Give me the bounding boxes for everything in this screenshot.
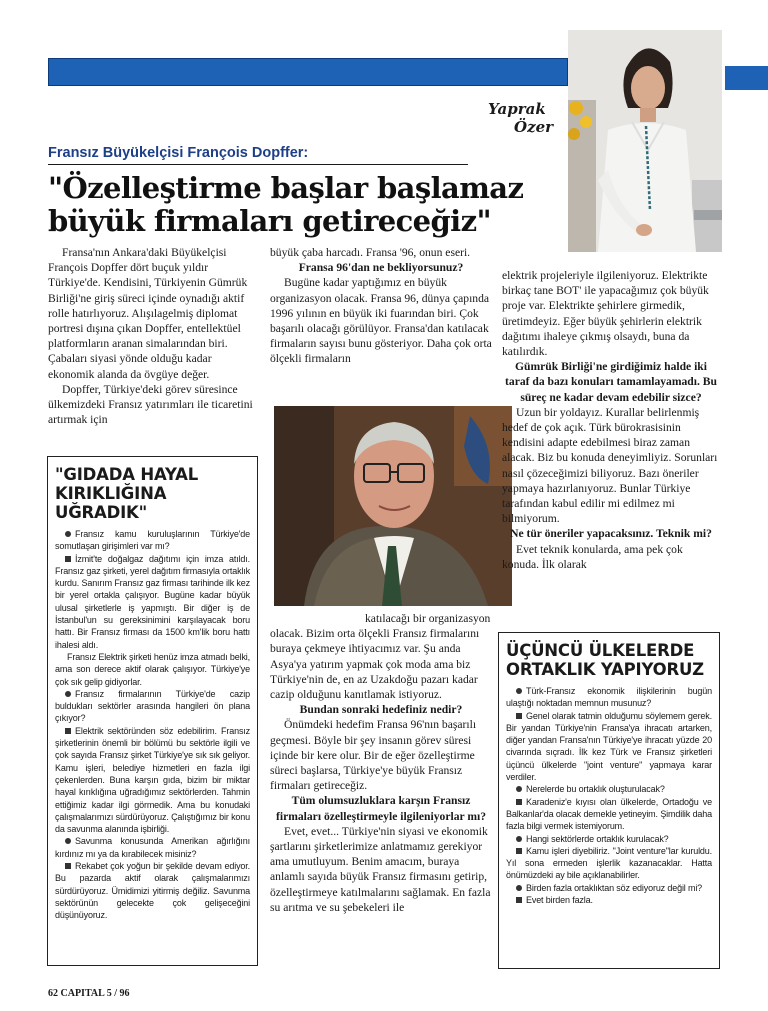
interview-question: Fransa 96'dan ne bekliyorsunuz?: [298, 261, 464, 275]
article-column-2-bottom: [270, 611, 492, 915]
box-answer: Rekabet çok yoğun bir şekilde devam ediyor. Bu pazarda aktif olarak çalışmalarımızı sürdürüyoruz. Ümidimizi yitirmiş değiliz. Savunma sektörünün gelecekte çok gelişeceğini düşünüyoruz.: [55, 861, 250, 921]
header-color-bar-right: [725, 66, 768, 90]
intro-paragraph: Fransa'nın Ankara'daki Büyükelçisi François Dopffer dört buçuk yıldır Türkiye'de. Kendisini, Türkiyenin Gümrük Birliği'ne giriş süreci içinde oynadığı aktif rolle hatırlıyoruz. Alışılagelmiş diplomat portresi dışına çıkan Dopffer, entellektüel platformların aranan simalarından biri. Çabaları siyasi yönde olduğu kadar ekonomik alanda da övgüye değer.: [48, 246, 248, 381]
bullet-square-icon: [516, 799, 522, 805]
bullet-dot-icon: [65, 531, 71, 537]
sidebar-box-title: [55, 465, 250, 522]
bullet-square-icon: [516, 713, 522, 719]
sidebar-box-title-line-1: ÜÇÜNCÜ ÜLKELERDE: [506, 641, 695, 660]
box-question: Nerelerde bu ortaklık oluşturulacak?: [506, 783, 712, 795]
ambassador-photo-illustration: [274, 406, 512, 606]
interview-question: Tüm olumsuzluklara karşın Fransız firmaları özelleştirmeyle ilgileniyorlar mı?: [275, 794, 486, 823]
interview-question: Bundan sonraki hedefiniz nedir?: [299, 703, 463, 717]
box-question: Fransız firmalarının Türkiye'de cazip buldukları sektörler arasında hangileri ön plana çıkıyor?: [55, 688, 250, 724]
bullet-dot-icon: [516, 836, 522, 842]
interview-question: Ne tür öneriler yapacaksınız. Teknik mi?: [510, 527, 712, 541]
article-paragraph: Evet, evet... Türkiye'nin siyasi ve ekonomik şartlarını şirketlerimize anlatmamız gerekiyor ama umutluyum. Benim amacım, buraya anlamlı sayıda büyük Fransız firmasını getirip, özelleştirmeye katılmalarını sağlamak. En fazla su arıtma ve su şebekeleri ile: [270, 824, 491, 914]
byline: [488, 100, 568, 136]
bullet-square-icon: [65, 863, 71, 869]
sidebar-box-title: [506, 641, 712, 679]
article-paragraph: büyük çaba harcadı. Fransa '96, onun eseri.: [270, 246, 471, 259]
bullet-square-icon: [65, 556, 71, 562]
kicker: Fransız Büyükelçisi François Dopffer:: [48, 145, 309, 161]
article-paragraph: Önümdeki hedefim Fransa 96'nın başarılı geçmesi. Böyle bir şey insanın görev süresi içinde bir kere olur. Bir de eğer özelleştirme süreci başlarsa, Türkiye'ye büyük Fransız firmaları getireceğiz.: [270, 718, 477, 793]
intro-column: [48, 245, 255, 427]
article-column-2-top: [270, 245, 492, 367]
article-column-3-top: [502, 268, 720, 572]
box-answer: Elektrik sektöründen söz edebilirim. Fransız şirketlerinin önemli bir bölümü bu sektörle ilgili ve çok sayıda Fransız şirket Türkiye'ye sık sık geliyor. Kamu işleri, belediye hizmetleri en fazla ilgi çekenlerden. Buna karşın gıda, bizim bir miktar hayal kırıklığına uğradığımız sektörlerden. Tahmin ettiğimiz kadar ilgi görmedik. Ama bu konudaki çalışmalarımızı sürdürüyoruz. Çalıştığımız bir konu da savunma alanında işbirliği.: [55, 725, 250, 835]
interview-question: Gümrük Birliği'ne girdiğimiz halde iki taraf da bazı konuları tamamlayamadı. Bu süreç ne kadar devam edebilir sizce?: [505, 360, 717, 404]
intro-paragraph: Dopffer, Türkiye'deki görev süresince ülkemizdeki Fransız yatırımları ile ticaretini artırmak için: [48, 382, 253, 427]
bullet-dot-icon: [516, 786, 522, 792]
headline: [48, 172, 548, 238]
page-footer: 62 CAPITAL 5 / 96: [48, 988, 130, 999]
sidebar-box-food: [47, 456, 258, 966]
box-question: Hangi sektörlerde ortaklık kurulacak?: [506, 833, 712, 845]
bullet-dot-icon: [516, 688, 522, 694]
box-question: Savunma konusunda Amerikan ağırlığını kırdınız mı ya da kırabilecek misiniz?: [55, 836, 250, 859]
box-question: Fransız kamu kuruluşlarının Türkiye'de somutlaşan girişimleri var mı?: [55, 529, 250, 552]
bullet-square-icon: [516, 897, 522, 903]
headline-line-1: "Özelleştirme başlar başlamaz: [48, 171, 524, 205]
box-question: Birden fazla ortaklıktan söz ediyoruz değil mi?: [506, 882, 712, 894]
sidebar-box-third-countries: [498, 632, 720, 969]
box-answer: Karadeniz'e kıyısı olan ülkelerde, Ortadoğu ve Balkanlar'da olacak demekle yetineyim. Şimdilik daha fazla bilgi vermek istemiyorum.: [506, 796, 712, 832]
box-answer: İzmit'te doğalgaz dağıtımı için imza atıldı. Fransız gaz şirketi, yerel dağıtım firmasıyla ortaklık kurdu. Sanırım Fransız gaz firması tarihinde ilk kez bir yerel ortakla çalışıyor. Bugüne kadar büyük ulusal şirketlerle iş yapmıştı. Bir diğer iş de İstanbul'un su gereksinimini karşılayacak boru hattı. Bir Fransız firması da 1500 km'lik boru hattı ihalesi aldı.: [55, 553, 250, 650]
byline-first-name: Yaprak: [488, 100, 546, 118]
box-question: Türk-Fransız ekonomik ilişkilerinin bugün ulaştığı noktadan memnun musunuz?: [506, 686, 712, 709]
box-answer: Fransız Elektrik şirketi henüz imza atmadı belki, ama son derece aktif olarak çalışıyor. Türkiye'ye çok sık gelip gidiyorlar.: [55, 651, 250, 687]
article-paragraph: Uzun bir yoldayız. Kurallar belirlenmiş hedef de çok açık. Türk bürokrasisinin kendisini adapte edebilmesi biraz zaman alacak. Biz bu konuda deneyimliyiz. Sorunları nasıl çözeceğimizi biliyoruz. Bazı öneriler yapmaya hazırlanıyoruz. Bunlar Türkiye tarafından kabul edilir mi edilmez mi bilmiyorum.: [502, 405, 718, 526]
box-answer: Kamu işleri diyebiliriz. "Joint venture"lar kuruldu. Yıl sona ermeden işlerlik kazanacaklar. Hatta önümüzdeki ay bile açıklanabilirler.: [506, 845, 712, 881]
bullet-dot-icon: [65, 838, 71, 844]
sidebar-box-title-line-2: KIRIKLIĞINA UĞRADIK": [55, 484, 167, 522]
ambassador-photo: [274, 406, 512, 606]
bullet-square-icon: [516, 848, 522, 854]
box-answer: Genel olarak tatmin olduğumu söylemem gerek. Bir yandan Türkiye'nin Fransa'ya ihracatı artarken, diğer yandan Fransa'nın Türkiye'ye ihracatı yüzde 20 civarında sıçradı. İlk kez Türk ve Fransız şirketleri üçüncü ülkelerde "joint venture" yapmaya karar verdiler.: [506, 710, 712, 783]
header-color-bar: [48, 58, 568, 86]
byline-last-name: Özer: [514, 118, 554, 136]
bullet-dot-icon: [65, 691, 71, 697]
headline-line-2: büyük firmaları getireceğiz": [48, 204, 491, 238]
sidebar-box-title-line-2: ORTAKLIK YAPIYORUZ: [506, 660, 704, 679]
article-paragraph: Bugüne kadar yaptığımız en büyük organizasyon olacak. Fransa 96, dünya çapında 1996 yılının en büyük iki fuarından biri. Çok başarılı olacağı görülüyor. Fransa'dan katılacak firmaların sayısı bunu gösteriyor. Daha çok orta ölçekli firmaların: [270, 276, 492, 366]
article-paragraph: elektrik projeleriyle ilgileniyoruz. Elektrikte birkaç tane BOT' ile yapacağımız çok büyük proje var. Elektrikte şehirlere girmedik, üretimdeyiz. Eğer büyük şehirlerin elektrik dağıtımı ihaleye çıkmış olsaydı, buna da katılırdık.: [502, 269, 709, 359]
author-photo-illustration: [568, 30, 722, 252]
article-paragraph: Evet teknik konularda, ama pek çok konuda. İlk olarak: [502, 542, 683, 571]
box-answer: Evet birden fazla.: [506, 894, 712, 906]
sidebar-box-title-line-1: "GIDADA HAYAL: [55, 465, 199, 484]
bullet-square-icon: [65, 728, 71, 734]
article-paragraph: katılacağı bir organizasyon olacak. Bizim orta ölçekli Fransız firmalarını buraya çekmeye ihtiyacımız var. Şu anda Asya'ya yatırım yapmak çok moda ama biz Türkiye'nin de, en az Uzakdoğu pazarı kadar cazip olduğunu kanıtlamak istiyoruz.: [270, 612, 491, 702]
bullet-dot-icon: [516, 885, 522, 891]
author-photo: [568, 30, 722, 252]
kicker-rule: [48, 164, 468, 165]
